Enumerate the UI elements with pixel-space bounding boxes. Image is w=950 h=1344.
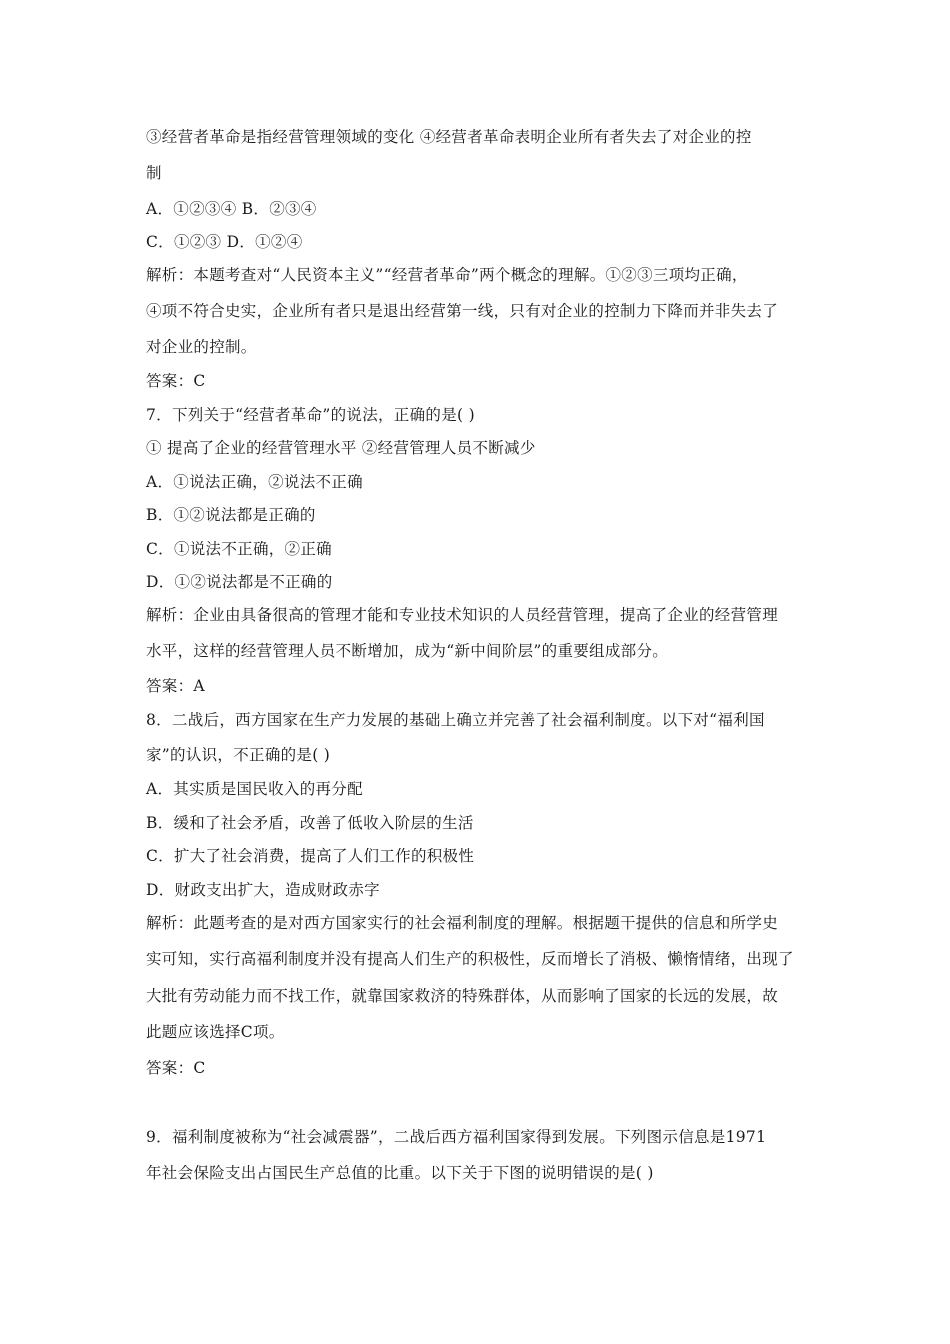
analysis-line: 实可知，实行高福利制度并没有提高人们生产的积极性，反而增长了消极、懒惰情绪，出现了 xyxy=(146,950,794,968)
answer-line: 答案：A xyxy=(146,677,205,695)
analysis-line: ④项不符合史实，企业所有者只是退出经营第一线，只有对企业的控制力下降而并非失去了 xyxy=(146,302,779,320)
option-line: B．缓和了社会矛盾，改善了低收入阶层的生活 xyxy=(146,814,474,832)
analysis-line: 解析：本题考查对“人民资本主义”“经营者革命”两个概念的理解。①②③三项均正确， xyxy=(146,266,748,284)
option-line: A．①②③④ B．②③④ xyxy=(146,200,317,218)
option-line: C．扩大了社会消费，提高了人们工作的积极性 xyxy=(146,847,475,865)
option-line: C．①说法不正确，②正确 xyxy=(146,540,332,558)
analysis-line: 此题应该选择C项。 xyxy=(146,1023,285,1041)
text-line: ③经营者革命是指经营管理领域的变化 ④经营者革命表明企业所有者失去了对企业的控 xyxy=(146,128,752,146)
question-line: 8．二战后，西方国家在生产力发展的基础上确立并完善了社会福利制度。以下对“福利国 xyxy=(146,711,765,729)
question-line: 家”的认识，不正确的是( ) xyxy=(146,746,331,764)
option-line: C．①②③ D．①②④ xyxy=(146,233,303,251)
option-line: D．①②说法都是不正确的 xyxy=(146,573,333,591)
text-line: 制 xyxy=(146,164,162,182)
analysis-line: 解析：此题考查的是对西方国家实行的社会福利制度的理解。根据题干提供的信息和所学史 xyxy=(146,914,779,932)
statement-line: ① 提高了企业的经营管理水平 ②经营管理人员不断减少 xyxy=(146,439,536,457)
option-line: A．其实质是国民收入的再分配 xyxy=(146,780,363,798)
answer-line: 答案：C xyxy=(146,1059,206,1077)
option-line: B．①②说法都是正确的 xyxy=(146,506,316,524)
question-line: 7．下列关于“经营者革命”的说法，正确的是( ) xyxy=(146,406,475,424)
analysis-line: 对企业的控制。 xyxy=(146,338,257,356)
option-line: A．①说法正确，②说法不正确 xyxy=(146,473,363,491)
option-line: D．财政支出扩大，造成财政赤字 xyxy=(146,881,380,899)
analysis-line: 解析：企业由具备很高的管理才能和专业技术知识的人员经营管理，提高了企业的经营管理 xyxy=(146,606,779,624)
question-line: 9．福利制度被称为“社会减震器”，二战后西方福利国家得到发展。下列图示信息是1971 xyxy=(146,1128,767,1146)
question-line: 年社会保险支出占国民生产总值的比重。以下关于下图的说明错误的是( ) xyxy=(146,1164,654,1182)
answer-line: 答案：C xyxy=(146,372,206,390)
analysis-line: 水平，这样的经营管理人员不断增加，成为“新中间阶层”的重要组成部分。 xyxy=(146,642,669,660)
analysis-line: 大批有劳动能力而不找工作，就靠国家救济的特殊群体，从而影响了国家的长远的发展，故 xyxy=(146,987,779,1005)
